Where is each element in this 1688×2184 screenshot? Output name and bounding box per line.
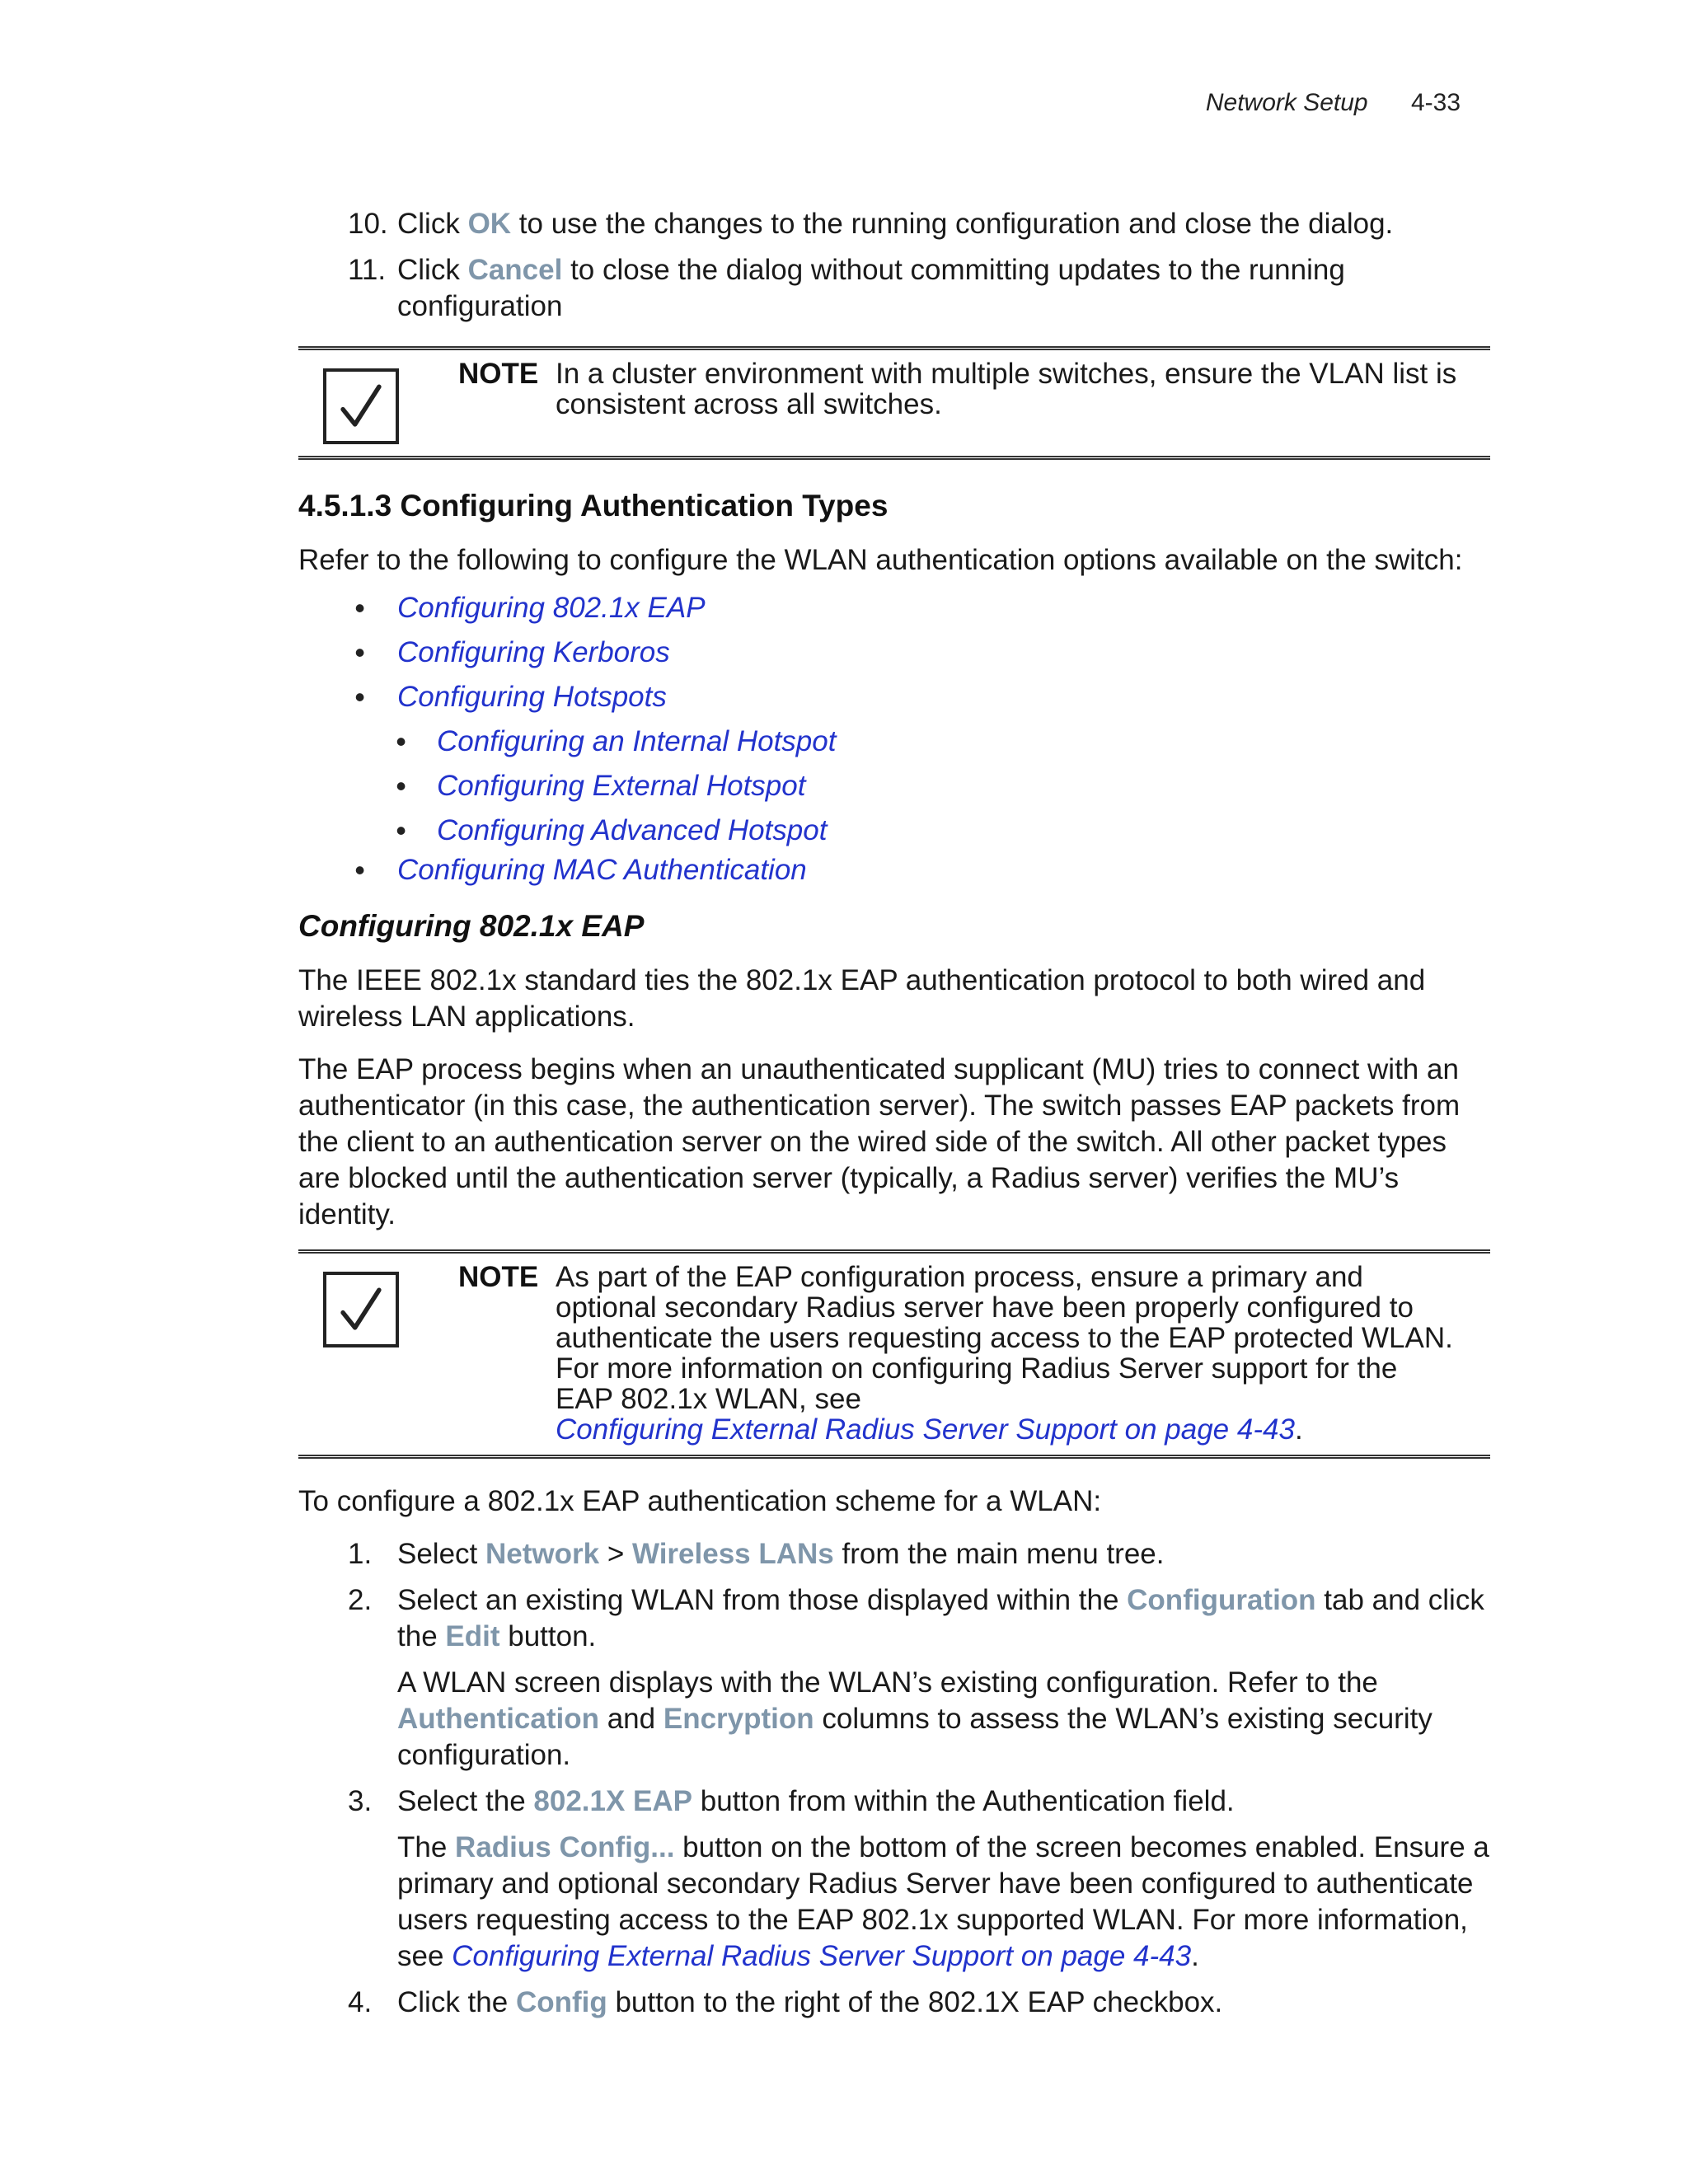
step-text: and bbox=[598, 1703, 663, 1735]
step-text: tab and click the bbox=[397, 1584, 1484, 1652]
paragraph: The IEEE 802.1x standard ties the 802.1x EAP authentication protocol to both wired and wireless LAN applications. bbox=[298, 964, 1426, 1033]
step-text: to close the dialog without committing updates to the running configuration bbox=[397, 254, 1345, 322]
step-3 bbox=[298, 1783, 1490, 1975]
step-number: 11. bbox=[348, 254, 387, 286]
step-number: 10. bbox=[348, 208, 388, 240]
section-heading: 4.5.1.3 Configuring Authentication Types bbox=[298, 489, 889, 523]
subsection-heading: Configuring 802.1x EAP bbox=[298, 909, 645, 943]
step-text: Click bbox=[397, 254, 468, 286]
step-number: 3. bbox=[348, 1785, 373, 1817]
step-text: button from within the Authentication field. bbox=[692, 1785, 1235, 1817]
note-text-end: . bbox=[1294, 1413, 1303, 1446]
header-page-number: 4-33 bbox=[1410, 89, 1461, 116]
radius-support-link[interactable]: Configuring External Radius Server Support on page 4-43 bbox=[556, 1413, 1295, 1446]
step-text: Select an existing WLAN from those displayed within the bbox=[397, 1584, 1128, 1616]
step-number: 2. bbox=[348, 1584, 373, 1616]
ok-button-ref: OK bbox=[467, 208, 512, 240]
link-mac-authentication[interactable]: • Configuring MAC Authentication bbox=[298, 852, 1490, 897]
step-10 bbox=[298, 206, 1490, 242]
section-intro: Refer to the following to configure the WLAN authentication options available on the switch: bbox=[298, 544, 1463, 576]
network-menu-ref: Network bbox=[485, 1538, 600, 1570]
step-text: Select bbox=[397, 1538, 485, 1570]
step-text: . bbox=[1191, 1940, 1199, 1972]
note-box-eap bbox=[298, 1249, 1490, 1459]
step-text: button on the bottom of the screen becomes enabled. Ensure a primary and optional secondary Radius Server have been configured to authenticate users requesting access to the EAP 802.1x supported WLAN. For more information, see bbox=[397, 1831, 1489, 1972]
step-continuation bbox=[397, 1830, 1490, 1975]
step-text: A WLAN screen displays with the WLAN’s existing configuration. Refer to the bbox=[397, 1666, 1378, 1699]
auth-types-list bbox=[298, 590, 1490, 724]
step-text: Select the bbox=[397, 1785, 534, 1817]
edit-button-ref: Edit bbox=[445, 1620, 500, 1652]
step-text: button to the right of the 802.1X EAP checkbox. bbox=[607, 1986, 1223, 2018]
note-label: NOTE bbox=[458, 1261, 539, 1293]
configuration-tab-ref: Configuration bbox=[1127, 1584, 1316, 1616]
step-number: 1. bbox=[348, 1538, 373, 1570]
checkmark-icon bbox=[323, 1272, 399, 1347]
step-text: The bbox=[397, 1831, 456, 1863]
note-box-vlan bbox=[298, 346, 1490, 460]
paragraph: The EAP process begins when an unauthenticated supplicant (MU) tries to connect with an authenticator (in this case, the authentication server). The switch passes EAP packets from the client to an authentication server on the wired side of the switch. All other packet types are blocked until the authentication server (typically, a Radius server) verifies the MU’s identity. bbox=[298, 1053, 1461, 1230]
eap-button-ref: 802.1X EAP bbox=[533, 1785, 693, 1817]
checkmark-icon bbox=[323, 368, 399, 444]
step-number: 4. bbox=[348, 1986, 373, 2018]
hotspot-sublist bbox=[298, 724, 1490, 857]
link-kerboros[interactable]: • Configuring Kerboros bbox=[298, 635, 1490, 679]
step-11 bbox=[298, 252, 1490, 325]
step-text: button. bbox=[499, 1620, 597, 1652]
encryption-column-ref: Encryption bbox=[663, 1703, 814, 1735]
link-hotspots[interactable]: • Configuring Hotspots bbox=[298, 679, 1490, 724]
step-continuation bbox=[397, 1665, 1490, 1774]
step-text: Click the bbox=[397, 1986, 516, 2018]
step-text: to use the changes to the running configuration and close the dialog. bbox=[511, 208, 1394, 240]
authentication-column-ref: Authentication bbox=[397, 1703, 599, 1735]
auth-types-list-continued bbox=[298, 852, 1490, 897]
note-text: In a cluster environment with multiple switches, ensure the VLAN list is consistent across all switches. bbox=[556, 358, 1457, 420]
step-4 bbox=[298, 1985, 1490, 2021]
step-text: Click bbox=[397, 208, 468, 240]
step-text: > bbox=[599, 1538, 632, 1570]
radius-config-button-ref: Radius Config... bbox=[455, 1831, 675, 1863]
note-label: NOTE bbox=[458, 358, 539, 390]
link-external-hotspot[interactable]: • Configuring External Hotspot bbox=[298, 768, 1490, 813]
step-2 bbox=[298, 1582, 1490, 1774]
step-text: columns to assess the WLAN’s existing security configuration. bbox=[397, 1703, 1432, 1771]
step-text: from the main menu tree. bbox=[833, 1538, 1165, 1570]
page-header bbox=[1206, 89, 1461, 117]
config-button-ref: Config bbox=[515, 1986, 607, 2018]
radius-support-link[interactable]: Configuring External Radius Server Support on page 4-43 bbox=[452, 1940, 1192, 1972]
link-internal-hotspot[interactable]: • Configuring an Internal Hotspot bbox=[298, 724, 1490, 768]
cancel-button-ref: Cancel bbox=[467, 254, 563, 286]
page-content bbox=[298, 206, 1490, 2031]
link-advanced-hotspot[interactable]: • Configuring Advanced Hotspot bbox=[298, 813, 1490, 857]
wireless-lans-menu-ref: Wireless LANs bbox=[631, 1538, 834, 1570]
procedure-intro: To configure a 802.1x EAP authentication scheme for a WLAN: bbox=[298, 1485, 1102, 1517]
header-section-title: Network Setup bbox=[1205, 89, 1368, 116]
step-1 bbox=[298, 1536, 1490, 1572]
note-text: As part of the EAP configuration process, ensure a primary and optional secondary Radius server have been properly configured to authenticate the users requesting access to the EAP protected WLAN. For more information on configuring Radius Server support for the EAP 802.1x WLAN, see bbox=[556, 1261, 1453, 1415]
link-802-1x-eap[interactable]: • Configuring 802.1x EAP bbox=[298, 590, 1490, 635]
